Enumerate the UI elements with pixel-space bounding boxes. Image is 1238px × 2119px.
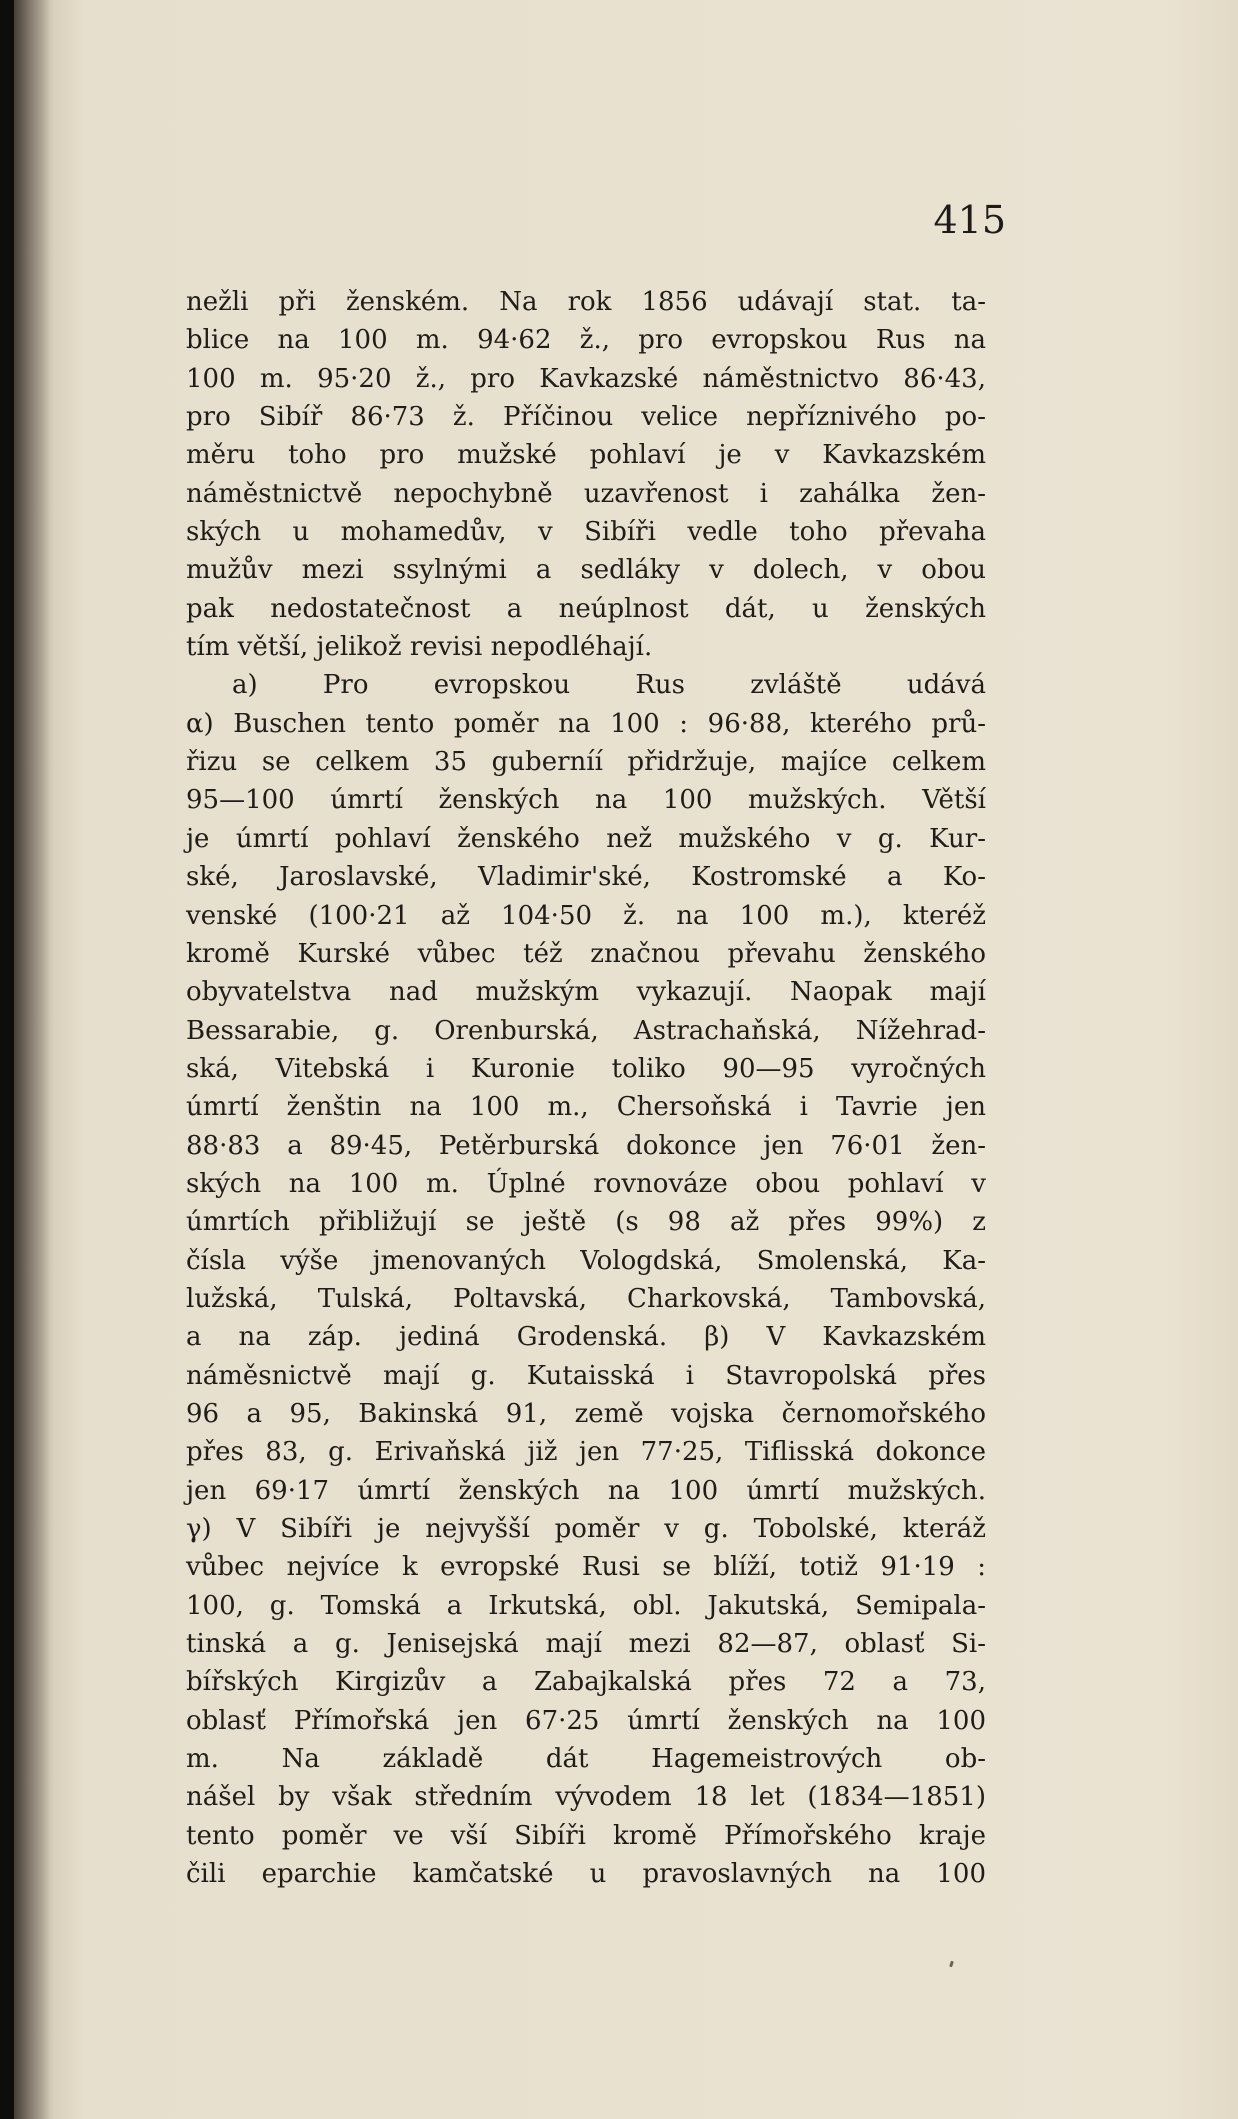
text-line: je úmrtí pohlaví ženského než mužského v g. Kur- xyxy=(186,823,986,854)
text-line: ských na 100 m. Úplné rovnováze obou pohlaví v xyxy=(186,1168,986,1199)
text-line: pro Sibíř 86·73 ž. Příčinou velice nepříznivého po- xyxy=(186,402,986,433)
text-line: kromě Kurské vůbec též značnou převahu ženského xyxy=(186,938,986,969)
text-line: úmrtích přibližují se ještě (s 98 až přes 99%) z xyxy=(186,1207,986,1238)
text-line: ské, Jaroslavské, Vladimir'ské, Kostromské a Ko- xyxy=(186,862,986,893)
text-line: náměsnictvě mají g. Kutaisská i Stavropolská přes xyxy=(186,1360,986,1391)
text-line: náměstnictvě nepochybně uzavřenost i zahálka žen- xyxy=(186,478,986,509)
text-line: měru toho pro mužské pohlaví je v Kavkazském xyxy=(186,440,986,471)
page-number: 415 xyxy=(933,198,1006,242)
text-line: oblasť Přímořská jen 67·25 úmrtí ženských na 100 xyxy=(186,1705,986,1736)
text-line: pak nedostatečnost a neúplnost dát, u ženských xyxy=(186,593,986,624)
text-line: bířských Kirgizův a Zabajkalská přes 72 a 73, xyxy=(186,1667,986,1698)
text-line: a na záp. jediná Grodenská. β) V Kavkazském xyxy=(186,1322,986,1353)
text-line: 100 m. 95·20 ž., pro Kavkazské náměstnictvo 86·43, xyxy=(186,363,986,394)
text-line: vůbec nejvíce k evropské Rusi se blíží, totiž 91·19 : xyxy=(186,1552,986,1583)
text-line: tento poměr ve vší Sibíři kromě Přímořského kraje xyxy=(186,1820,986,1851)
text-line: 88·83 a 89·45, Petěrburská dokonce jen 76·01 žen- xyxy=(186,1130,986,1161)
text-line: obyvatelstva nad mužským vykazují. Naopak mají xyxy=(186,977,986,1008)
text-line: 100, g. Tomská a Irkutská, obl. Jakutská, Semipala- xyxy=(186,1590,986,1621)
body-text xyxy=(186,283,986,1893)
text-line: γ) V Sibíři je nejvyšší poměr v g. Tobolské, kteráž xyxy=(186,1514,986,1544)
text-line: úmrtí ženštin na 100 m., Chersoňská i Tavrie jen xyxy=(186,1092,986,1123)
text-line: nežli při ženském. Na rok 1856 udávají stat. ta- xyxy=(186,287,986,317)
text-line: mužův mezi ssylnými a sedláky v dolech, v obou xyxy=(186,555,986,586)
text-line: tinská a g. Jenisejská mají mezi 82—87, oblasť Si- xyxy=(186,1629,986,1660)
text-line: 95—100 úmrtí ženských na 100 mužských. Větší xyxy=(186,785,986,816)
text-line: blice na 100 m. 94·62 ž., pro evropskou Rus na xyxy=(186,325,986,356)
text-line: přes 83, g. Erivaňská již jen 77·25, Tiflisská dokonce xyxy=(186,1437,986,1468)
text-line: lužská, Tulská, Poltavská, Charkovská, Tambovská, xyxy=(186,1283,986,1314)
text-line: a) Pro evropskou Rus zvláště udává xyxy=(232,670,986,701)
text-line: nášel by však středním vývodem 18 let (1834—1851) xyxy=(186,1782,986,1813)
text-line: 96 a 95, Bakinská 91, země vojska černomořského xyxy=(186,1398,986,1429)
text-line: m. Na základě dát Hagemeistrových ob- xyxy=(186,1744,986,1775)
text-line: řizu se celkem 35 guberníí přidržuje, majíce celkem xyxy=(186,747,986,778)
text-line: ská, Vitebská i Kuronie toliko 90—95 vyročných xyxy=(186,1053,986,1084)
text-line: ských u mohamedův, v Sibíři vedle toho převaha xyxy=(186,517,986,548)
text-line: venské (100·21 až 104·50 ž. na 100 m.), kteréž xyxy=(186,900,986,931)
page-gutter-shadow xyxy=(14,0,50,2119)
text-line: Bessarabie, g. Orenburská, Astrachaňská, Nížehrad- xyxy=(186,1015,986,1046)
text-line: čili eparchie kamčatské u pravoslavných na 100 xyxy=(186,1859,986,1890)
text-line: čísla výše jmenovaných Vologdská, Smolenská, Ka- xyxy=(186,1245,986,1276)
text-line: jen 69·17 úmrtí ženských na 100 úmrtí mužských. xyxy=(186,1475,986,1506)
text-line: α) Buschen tento poměr na 100 : 96·88, kterého prů- xyxy=(186,708,986,739)
text-line: tím větší, jelikož revisi nepodléhají. xyxy=(186,632,653,663)
